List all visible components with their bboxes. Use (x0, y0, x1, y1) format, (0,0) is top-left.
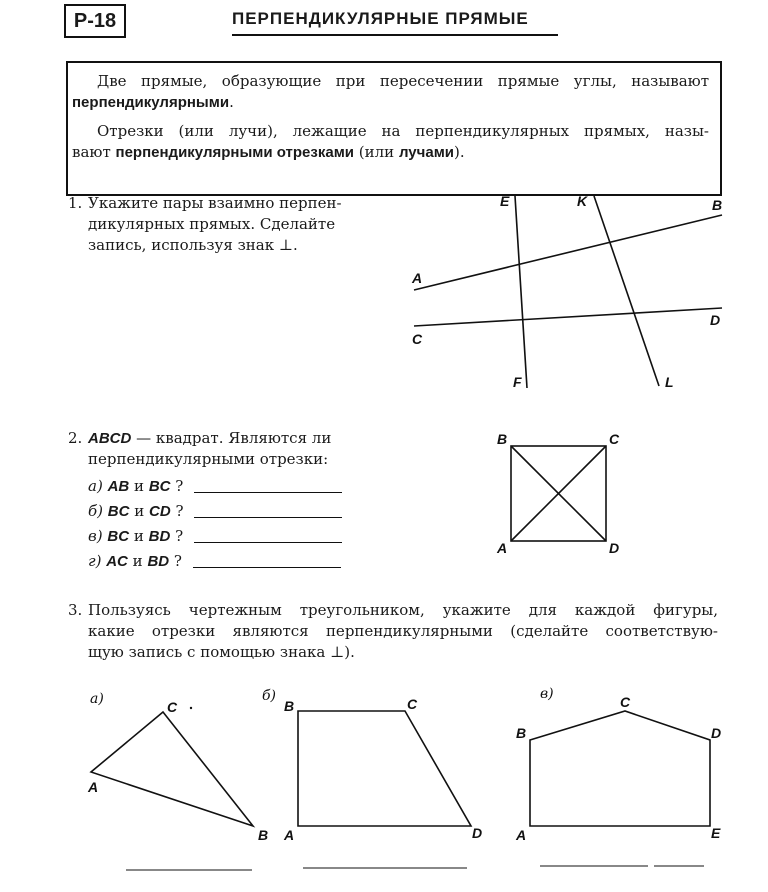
perpendicular-symbol: ⊥ (330, 643, 345, 661)
page-title: ПЕРПЕНДИКУЛЯРНЫЕ ПРЯМЫЕ (232, 9, 529, 28)
question-a: а) AB и BC ? (88, 474, 342, 499)
trapezoid-ABCD (298, 711, 471, 826)
pentagon-label-A: A (516, 827, 527, 843)
square-name: ABCD (88, 430, 132, 447)
trapezoid-label-A: A (284, 827, 295, 843)
label-L: L (665, 374, 674, 390)
pentagon-label-D: D (711, 725, 722, 741)
task1-number: 1. (68, 194, 83, 212)
line-CD (414, 308, 722, 326)
task2-questions (88, 474, 342, 574)
trapezoid-label-D: D (472, 825, 483, 841)
triangle-label-A: A (88, 779, 99, 795)
line-AB (414, 215, 722, 290)
task2-number: 2. (68, 429, 83, 447)
square-label-C: C (609, 431, 620, 447)
line-EF (515, 196, 527, 388)
answer-blank-a[interactable] (194, 492, 342, 493)
term-rays: лучами (398, 144, 455, 161)
label-F: F (513, 374, 522, 390)
figure-a-marker: а) (90, 691, 104, 707)
figure-b-marker: б) (262, 688, 277, 704)
pentagon-label-E: E (711, 825, 721, 841)
definition-line-2: перпендикулярными. (72, 93, 234, 111)
label-D: D (710, 312, 721, 328)
task2-text: ABCD — квадрат. Являются ли перпендикулярными отрезки: (88, 429, 332, 468)
pentagon-label-B: B (516, 725, 527, 741)
answer-blank-c[interactable] (194, 542, 342, 543)
question-d: г) AC и BD ? (88, 549, 342, 574)
line-KL (594, 196, 659, 386)
trapezoid-label-C: C (407, 696, 418, 712)
square-label-D: D (609, 540, 620, 556)
perpendicular-symbol: ⊥ (278, 236, 293, 254)
stray-dot (190, 707, 192, 709)
definition-text-2: Отрезки (или лучи), лежащие на перпендикулярных прямых, назы- (97, 122, 709, 140)
term-perpendicular-segments: перпендикулярными отрезками (115, 144, 355, 161)
figure-c-marker: в) (540, 686, 554, 702)
label-B: B (712, 197, 723, 213)
triangle-ABC (91, 712, 253, 826)
label-A: A (412, 270, 423, 286)
triangle-label-C: C (167, 699, 178, 715)
square-label-B: B (497, 431, 508, 447)
question-c: в) BC и BD ? (88, 524, 342, 549)
pentagon-ABCDE (530, 711, 710, 826)
answer-blank-d[interactable] (193, 567, 341, 568)
label-C: C (412, 331, 423, 347)
worksheet-code: P-18 (64, 4, 126, 38)
definition-line-4: вают перпендикулярными отрезками (или лучами). (72, 143, 465, 161)
definition-text-1: Две прямые, образующие при пересечении прямые углы, называют (97, 72, 709, 90)
triangle-label-B: B (258, 827, 269, 843)
task3-number: 3. (68, 601, 83, 619)
task1-text: Укажите пары взаимно перпен- дикулярных прямых. Сделайте запись, используя знак ⊥. (88, 194, 342, 254)
trapezoid-label-B: B (284, 698, 295, 714)
question-b: б) BC и CD ? (88, 499, 342, 524)
task3-text: Пользуясь чертежным треугольником, укажите для каждой фигуры, какие отрезки являются перпендикулярными (сделайте соответствую- щую запись с помощью знака ⊥). (88, 601, 718, 661)
term-perpendicular: перпендикулярными (72, 94, 230, 111)
pentagon-label-C: C (620, 694, 631, 710)
label-E: E (500, 193, 510, 209)
label-K: K (577, 193, 588, 209)
square-label-A: A (497, 540, 508, 556)
answer-blank-b[interactable] (194, 517, 342, 518)
